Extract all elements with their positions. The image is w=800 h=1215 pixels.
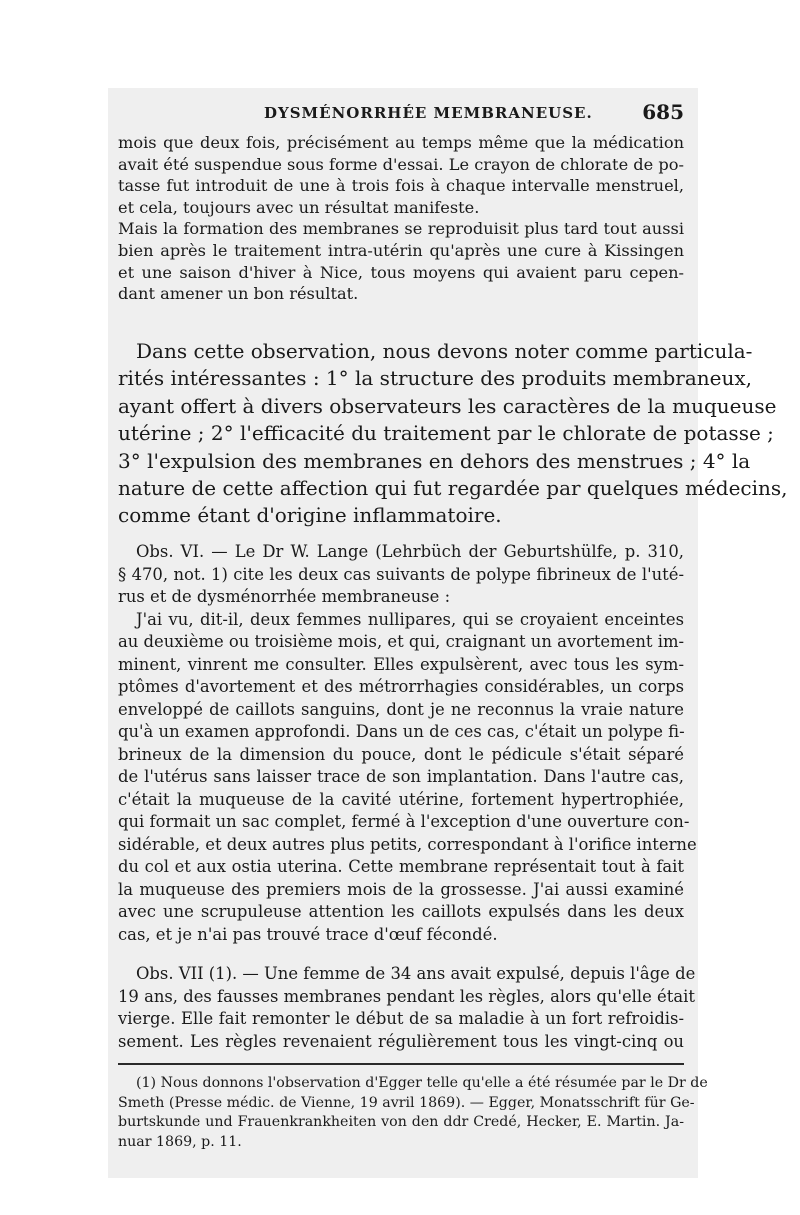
text-line: comme étant d'origine inflammatoire. [118, 503, 502, 528]
text-line: 19 ans, des fausses membranes pendant les règles, alors qu'elle était [118, 986, 695, 1006]
text-line: qui formait un sac complet, fermé à l'exception d'une ouverture con- [118, 812, 690, 831]
text-line: Smeth (Presse médic. de Vienne, 19 avril 1869). — Egger, Monatsschrift für Ge- [118, 1094, 695, 1111]
text-line: rus et de dysménorrhée membraneuse : [118, 587, 451, 606]
text-line: avait été suspendue sous forme d'essai. Le crayon de chlorate de po- [118, 154, 684, 174]
running-header [118, 100, 686, 126]
text-line: et cela, toujours avec un résultat manifeste. [118, 197, 480, 217]
text-line: rités intéressantes : 1° la structure des produits membraneux, [118, 366, 752, 391]
paragraph-1 [118, 132, 684, 305]
footnote [118, 1074, 708, 1152]
text-line: ptômes d'avortement et des métrorrhagies considérables, un corps [118, 677, 684, 696]
text-line: § 470, not. 1) cite les deux cas suivants de polype fibrineux de l'uté- [118, 564, 684, 584]
text-line: avec une scrupuleuse attention les caillots expulsés dans les deux [118, 902, 684, 921]
text-line: de l'utérus sans laisser trace de son implantation. Dans l'autre cas, [118, 767, 684, 786]
text-line: au deuxième ou troisième mois, et qui, craignant un avortement im- [118, 632, 685, 651]
text-line: c'était la muqueuse de la cavité utérine, fortement hypertrophiée, [118, 789, 684, 809]
text-line: qu'à un examen approfondi. Dans un de ces cas, c'était un polype fi- [118, 722, 685, 741]
text-line: enveloppé de caillots sanguins, dont je ne reconnus la vraie nature [118, 699, 684, 719]
text-line: Obs. VI. — Le Dr W. Lange (Lehrbüch der Geburtshülfe, p. 310, [136, 542, 684, 561]
text-line: Obs. VII (1). — Une femme de 34 ans avait expulsé, depuis l'âge de [136, 964, 696, 983]
text-line: minent, vinrent me consulter. Elles expulsèrent, avec tous les sym- [118, 654, 684, 674]
text-line: nature de cette affection qui fut regardée par quelques médecins, [118, 476, 788, 501]
text-line: vierge. Elle fait remonter le début de sa maladie à un fort refroidis- [118, 1009, 684, 1028]
text-line: sement. Les règles revenaient régulièrement tous les vingt-cinq ou [118, 1031, 684, 1051]
paragraph-2 [118, 338, 788, 530]
observation-vii [118, 963, 696, 1053]
text-line: brineux de la dimension du pouce, dont le pédicule s'était séparé [118, 744, 684, 764]
observation-vi [118, 541, 697, 946]
text-line: Mais la formation des membranes se reproduisit plus tard tout aussi [118, 219, 684, 239]
page-number: 685 [642, 100, 684, 124]
text-line: nuar 1869, p. 11. [118, 1133, 242, 1150]
text-line: cas, et je n'ai pas trouvé trace d'œuf fécondé. [118, 924, 498, 944]
text-line: et une saison d'hiver à Nice, tous moyens qui avaient paru cepen- [118, 262, 684, 282]
footnote-rule [118, 1063, 684, 1065]
text-line: 3° l'expulsion des membranes en dehors des menstrues ; 4° la [118, 448, 751, 473]
text-line: du col et aux ostia uterina. Cette membrane représentait tout à fait [118, 857, 684, 876]
text-line: J'ai vu, dit-il, deux femmes nullipares, qui se croyaient enceintes [136, 609, 684, 629]
text-line: ayant offert à divers observateurs les caractères de la muqueuse [118, 393, 777, 418]
text-line: dant amener un bon résultat. [118, 284, 359, 304]
text-line: bien après le traitement intra-utérin qu'après une cure à Kissingen [118, 240, 684, 260]
text-line: utérine ; 2° l'efficacité du traitement par le chlorate de potasse ; [118, 421, 774, 446]
text-line: sidérable, et deux autres plus petits, correspondant à l'orifice interne [118, 834, 697, 854]
text-line: burtskunde und Frauenkrankheiten von den ddr Credé, Hecker, E. Martin. Ja- [118, 1114, 684, 1130]
text-line: la muqueuse des premiers mois de la grossesse. J'ai aussi examiné [118, 879, 684, 899]
text-line: tasse fut introduit de une à trois fois à chaque intervalle menstruel, [118, 176, 684, 196]
text-line: mois que deux fois, précisément au temps même que la médication [118, 133, 684, 152]
running-title: DYSMÉNORRHÉE MEMBRANEUSE. [264, 104, 593, 122]
text-line: Dans cette observation, nous devons noter comme particula- [136, 339, 753, 363]
text-line: (1) Nous donnons l'observation d'Egger telle qu'elle a été résumée par le Dr de [136, 1075, 708, 1091]
